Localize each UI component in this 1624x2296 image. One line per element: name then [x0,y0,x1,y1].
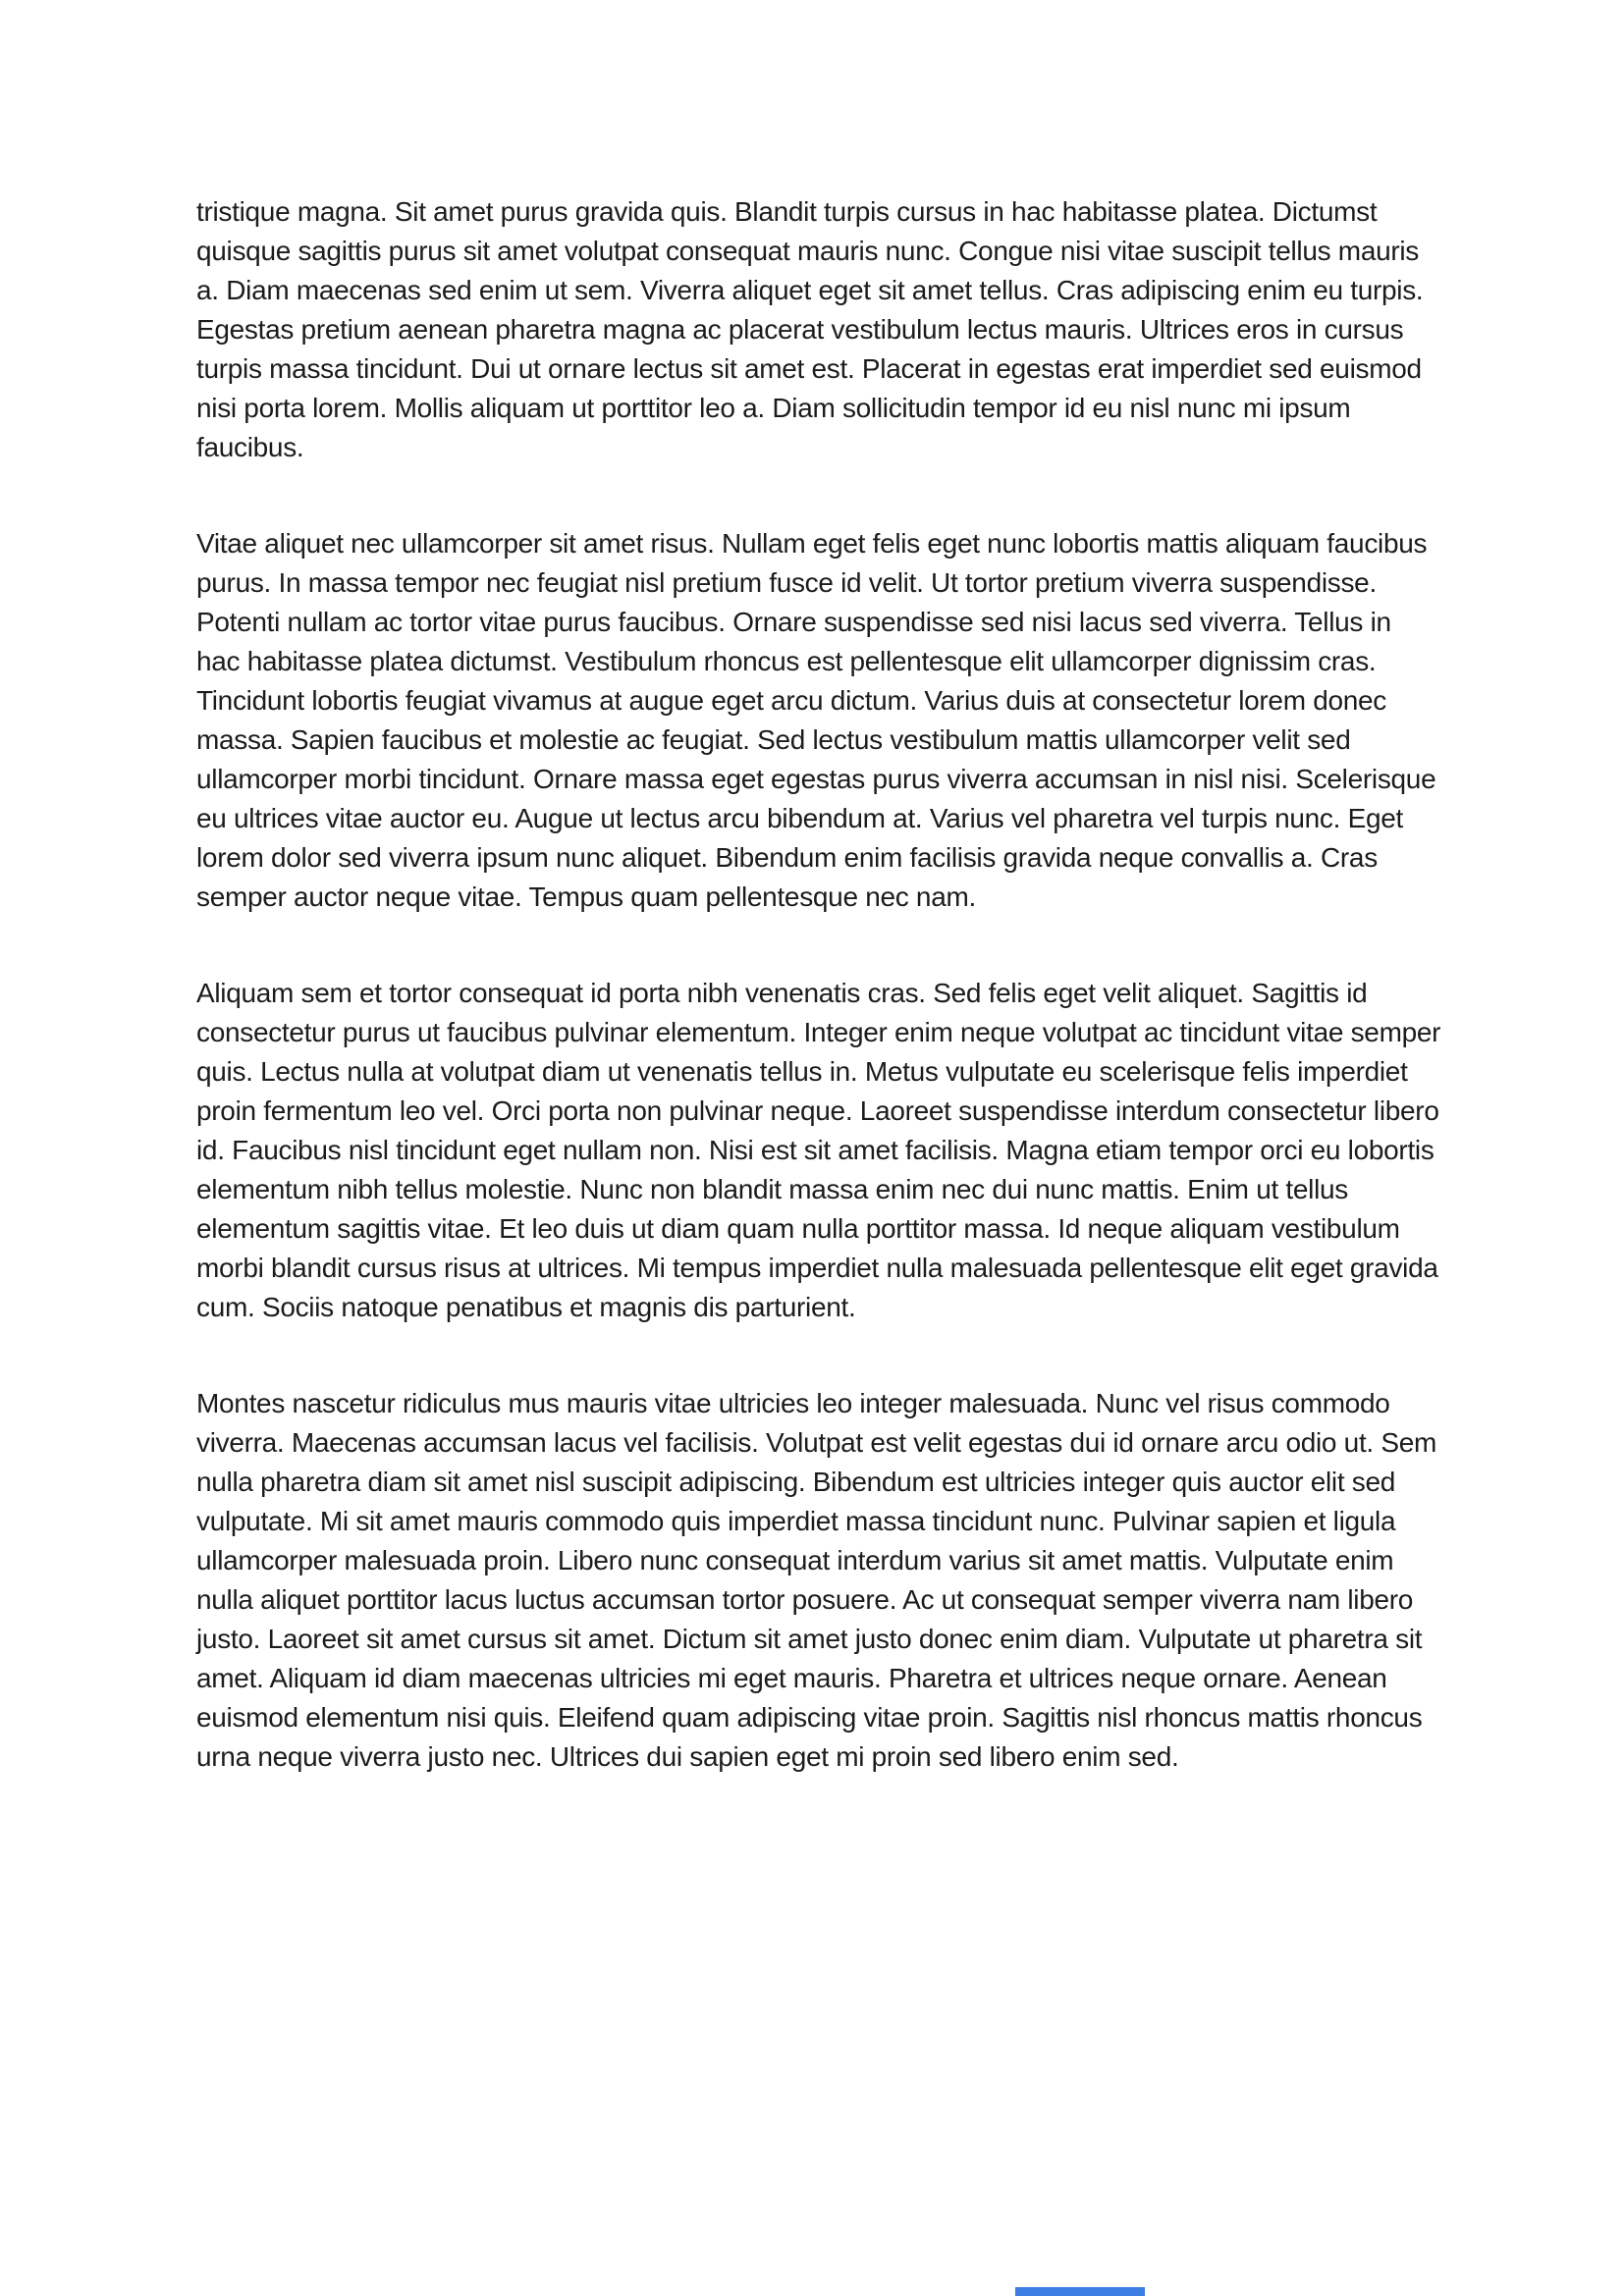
paragraph-1: tristique magna. Sit amet purus gravida quis. Blandit turpis cursus in hac habitasse platea. Dictumst quisque sagittis purus sit amet volutpat consequat mauris nunc. Congue nisi vitae suscipit tellus mauris a. Diam maecenas sed enim ut sem. Viverra aliquet eget sit amet tellus. Cras adipiscing enim eu turpis. Egestas pretium aenean pharetra magna ac placerat vestibulum lectus mauris. Ultrices eros in cursus turpis massa tincidunt. Dui ut ornare lectus sit amet est. Placerat in egestas erat imperdiet sed euismod nisi porta lorem. Mollis aliquam ut porttitor leo a. Diam sollicitudin tempor id eu nisl nunc mi ipsum faucibus. [196,196,1424,462]
document-body-text [196,192,1441,1777]
paragraph-2: Vitae aliquet nec ullamcorper sit amet risus. Nullam eget felis eget nunc lobortis mattis aliquam faucibus purus. In massa tempor nec feugiat nisl pretium fusce id velit. Ut tortor pretium viverra suspendisse. Potenti nullam ac tortor vitae purus faucibus. Ornare suspendisse sed nisi lacus sed viverra. Tellus in hac habitasse platea dictumst. Vestibulum rhoncus est pellentesque elit ullamcorper dignissim cras. Tincidunt lobortis feugiat vivamus at augue eget arcu dictum. Varius duis at consectetur lorem donec massa. Sapien faucibus et molestie ac feugiat. Sed lectus vestibulum mattis ullamcorper velit sed ullamcorper morbi tincidunt. Ornare massa eget egestas purus viverra accumsan in nisl nisi. Scelerisque eu ultrices vitae auctor eu. Augue ut lectus arcu bibendum at. Varius vel pharetra vel turpis nunc. Eget lorem dolor sed viverra ipsum nunc aliquet. Bibendum enim facilisis gravida neque convallis a. Cras semper auctor neque vitae. Tempus quam pellentesque nec nam. [196,528,1436,912]
paragraph-4: Montes nascetur ridiculus mus mauris vitae ultricies leo integer malesuada. Nunc vel risus commodo viverra. Maecenas accumsan lacus vel facilisis. Volutpat est velit egestas dui id ornare arcu odio ut. Sem nulla pharetra diam sit amet nisl suscipit adipiscing. Bibendum est ultricies integer quis auctor elit sed vulputate. Mi sit amet mauris commodo quis imperdiet massa tincidunt nunc. Pulvinar sapien et ligula ullamcorper malesuada proin. Libero nunc consequat interdum varius sit amet mattis. Vulputate enim nulla aliquet porttitor lacus luctus accumsan tortor posuere. Ac ut consequat semper viverra nam libero justo. Laoreet sit amet cursus sit amet. Dictum sit amet justo donec enim diam. Vulputate ut pharetra sit amet. Aliquam id diam maecenas ultricies mi eget mauris. Pharetra et ultrices neque ornare. Aenean euismod elementum nisi quis. Eleifend quam adipiscing vitae proin. Sagittis nisl rhoncus mattis rhoncus urna neque viverra justo nec. Ultrices dui sapien eget mi proin sed libero enim sed. [196,1388,1437,1772]
bottom-edge-blue-bar [1015,2287,1145,2296]
paragraph-3: Aliquam sem et tortor consequat id porta nibh venenatis cras. Sed felis eget velit aliquet. Sagittis id consectetur purus ut faucibus pulvinar elementum. Integer enim neque volutpat ac tincidunt vitae semper quis. Lectus nulla at volutpat diam ut venenatis tellus in. Metus vulputate eu scelerisque felis imperdiet proin fermentum leo vel. Orci porta non pulvinar neque. Laoreet suspendisse interdum consectetur libero id. Faucibus nisl tincidunt eget nullam non. Nisi est sit amet facilisis. Magna etiam tempor orci eu lobortis elementum nibh tellus molestie. Nunc non blandit massa enim nec dui nunc mattis. Enim ut tellus elementum sagittis vitae. Et leo duis ut diam quam nulla porttitor massa. Id neque aliquam vestibulum morbi blandit cursus risus at ultrices. Mi tempus imperdiet nulla malesuada pellentesque elit eget gravida cum. Sociis natoque penatibus et magnis dis parturient. [196,978,1441,1322]
